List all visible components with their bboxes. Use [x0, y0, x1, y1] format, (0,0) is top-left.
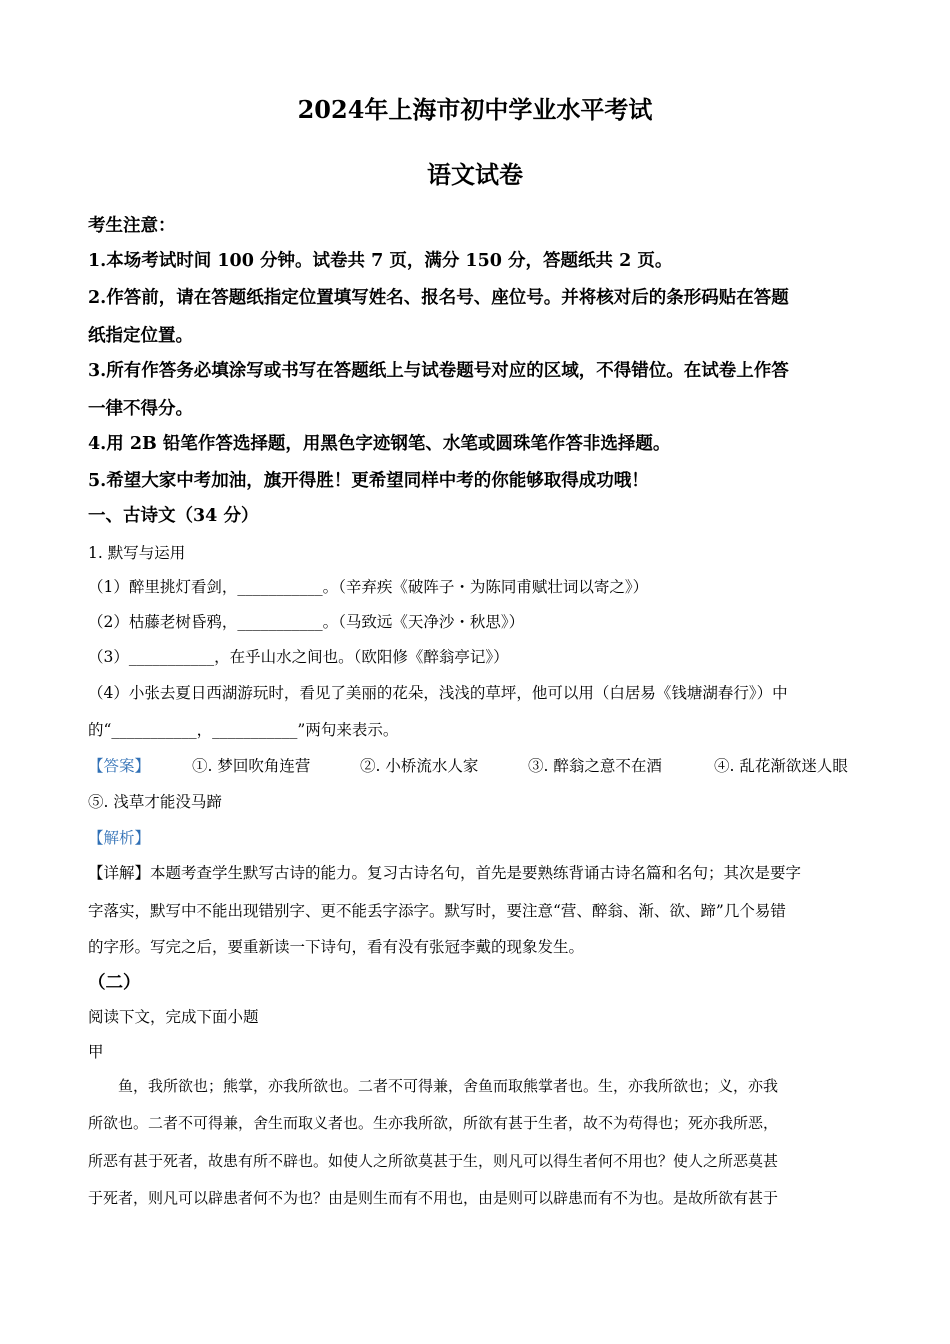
analysis-line-3: 的字形。写完之后，要重新读一下诗句，看有没有张冠李戴的现象发生。	[88, 938, 585, 956]
notice-line-1: 1.本场考试时间 100 分钟。试卷共 7 页，满分 150 分，答题纸共 2 页。	[88, 251, 673, 271]
analysis-line-1: 【详解】本题考查学生默写古诗的能力。复习古诗名句，首先是要熟练背诵古诗名篇和名句；其次是要字	[88, 864, 802, 882]
passage-line-3: 所恶有甚于死者，故患有所不辟也。如使人之所欲莫甚于生，则凡可以得生者何不用也？使人之所恶莫甚	[88, 1152, 779, 1170]
answer-label: 【答案】	[88, 757, 151, 775]
question-item-3: （3）___________，在乎山水之间也。（欧阳修《醉翁亭记》）	[88, 648, 509, 666]
section-heading: 一、古诗文（34 分）	[88, 506, 259, 526]
exam-title: 2024年上海市初中学业水平考试	[297, 95, 653, 124]
exam-subtitle: 语文试卷	[427, 160, 523, 189]
passage-line-2: 所欲也。二者不可得兼，舍生而取义者也。生亦我所欲，所欲有甚于生者，故不为苟得也；死亦我所恶，	[88, 1114, 779, 1132]
notice-line-2: 2.作答前，请在答题纸指定位置填写姓名、报名号、座位号。并将核对后的条形码贴在答题	[88, 288, 789, 308]
answer-row	[88, 754, 868, 776]
question-item-1: （1）醉里挑灯看剑，___________。（辛弃疾《破阵子・为陈同甫赋壮词以寄之》）	[88, 578, 649, 596]
part-instruction: 阅读下文，完成下面小题	[88, 1008, 259, 1026]
notice-line-4: 3.所有作答务必填涂写或书写在答题纸上与试卷题号对应的区域，不得错位。在试卷上作答	[88, 361, 789, 381]
notice-line-3: 纸指定位置。	[88, 326, 193, 346]
question-item-2: （2）枯藤老树昏鸦，___________。（马致远《天净沙・秋思》）	[88, 613, 525, 631]
passage-label: 甲	[88, 1043, 104, 1061]
answer-item-3: ③. 醉翁之意不在酒	[528, 757, 662, 775]
notice-line-6: 4.用 2B 铅笔作答选择题，用黑色字迹钢笔、水笔或圆珠笔作答非选择题。	[88, 434, 671, 454]
passage-line-1: 鱼，我所欲也；熊掌，亦我所欲也。二者不可得兼，舍鱼而取熊掌者也。生，亦我所欲也；义，亦我	[88, 1077, 779, 1095]
answer-item-1: ①. 梦回吹角连营	[192, 757, 311, 775]
analysis-line-2: 字落实，默写中不能出现错别字、更不能丢字添字。默写时，要注意“营、醉翁、渐、欲、蹄”几个易错	[88, 902, 786, 920]
part-heading: （二）	[88, 973, 141, 993]
question-item-4: （4）小张去夏日西湖游玩时，看见了美丽的花朵，浅浅的草坪，他可以用（白居易《钱塘湖春行》）中	[88, 684, 788, 702]
question-title: 1. 默写与运用	[88, 544, 186, 562]
answer-item-2: ②. 小桥流水人家	[360, 757, 479, 775]
notice-heading: 考生注意：	[88, 216, 176, 236]
passage-line-4: 于死者，则凡可以辟患者何不为也？由是则生而有不用也，由是则可以辟患而有不为也。是故所欲有甚于	[88, 1189, 779, 1207]
analysis-label: 【解析】	[88, 829, 151, 847]
answer-item-4: ④. 乱花渐欲迷人眼	[714, 757, 848, 775]
notice-line-5: 一律不得分。	[88, 399, 193, 419]
answer-item-5: ⑤. 浅草才能没马蹄	[88, 793, 222, 811]
question-item-4-cont: 的“___________，___________”两句来表示。	[88, 721, 399, 739]
notice-line-7: 5.希望大家中考加油，旗开得胜！更希望同样中考的你能够取得成功哦！	[88, 471, 649, 491]
